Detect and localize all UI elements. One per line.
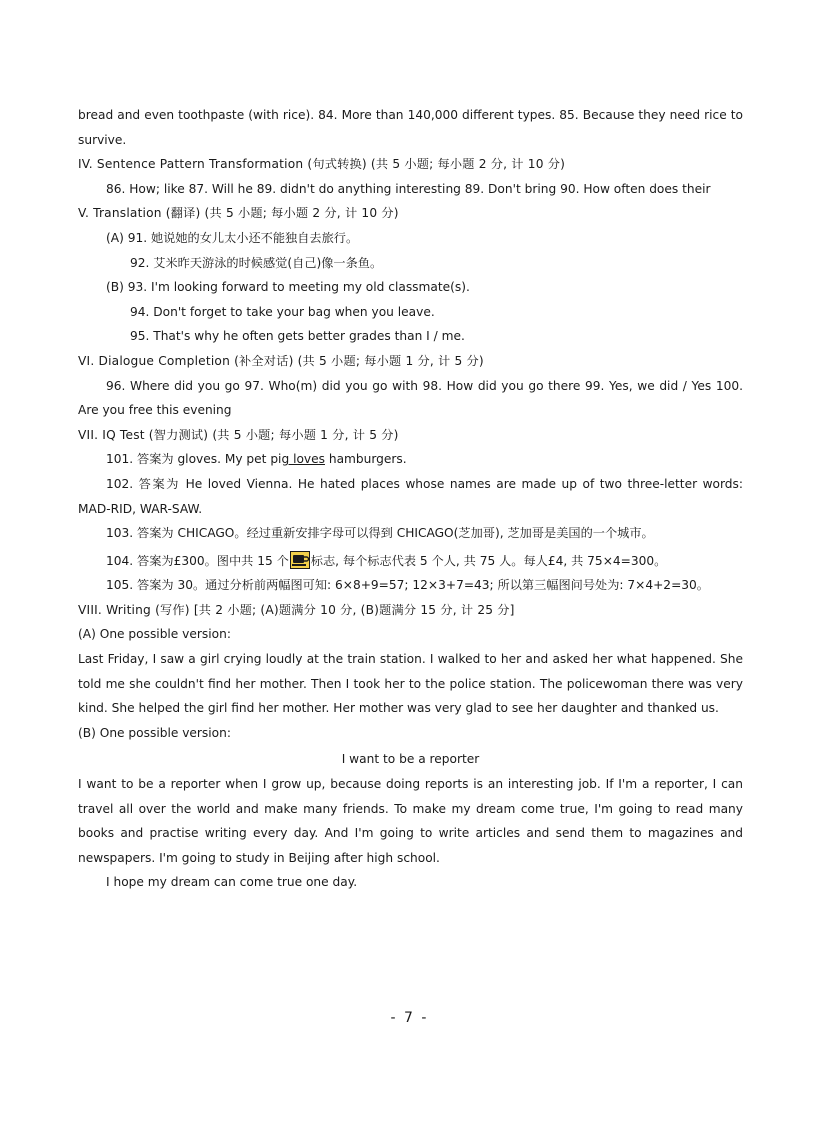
essay-title: I want to be a reporter [341,752,480,767]
section-iv-heading: IV. Sentence Pattern Transformation (句式转换) (共 5 小题; 每小题 2 分, 计 10 分) [78,157,566,172]
page-number: - 7 - [390,1010,429,1026]
answer-101-part2: hamburgers. [324,452,407,467]
answer-95: 95. That's why he often gets better grades than I / me. [130,329,465,344]
answer-93: (B) 93. I'm looking forward to meeting my old classmate(s). [106,280,470,295]
section-vii-heading: VII. IQ Test (智力测试) (共 5 小题; 每小题 1 分, 计 5 分) [78,427,399,442]
coffee-cup-icon [290,551,310,569]
section-iv-answers: 86. How; like 87. Will he 89. didn't do anything interesting 89. Don't bring 90. How often does their [106,181,711,196]
answer-105: 105. 答案为 30。通过分析前两幅图可知: 6×8+9=57; 12×3+7=43; 所以第三幅图问号处为: 7×4+2=30。 [106,578,709,593]
section-viii-heading: VIII. Writing (写作) [共 2 小题; (A)题满分 10 分, (B)题满分 15 分, 计 25 分] [78,602,515,617]
section-v-heading: V. Translation (翻译) (共 5 小题; 每小题 2 分, 计 10 分) [78,206,399,221]
writing-b-closing: I hope my dream can come true one day. [106,875,358,890]
writing-a-text: Last Friday, I saw a girl crying loudly at the train station. I walked to her and asked her what happened. She told me she couldn't find her mother. Then I took her to the police station. The policewoman there was very kind. She helped the girl find her mother. Her mother was very glad to see her daughter and thanked us. [78,652,743,716]
answer-continuation: bread and even toothpaste (with rice). 84. More than 140,000 different types. 85. Because they need rice to survive. [78,108,743,147]
answer-104-part1: 104. 答案为£300。图中共 15 个 [106,553,289,568]
answer-101-part1: 101. 答案为 gloves. My pet pi [106,452,282,467]
answer-101-underlined: g loves [281,452,325,467]
answer-94: 94. Don't forget to take your bag when you leave. [130,304,435,319]
answer-104 [78,546,743,574]
answer-92: 92. 艾米昨天游泳的时候感觉(自己)像一条鱼。 [130,255,383,270]
writing-b-label: (B) One possible version: [78,725,231,740]
writing-a-label: (A) One possible version: [78,627,231,642]
answer-103: 103. 答案为 CHICAGO。经过重新安排字母可以得到 CHICAGO(芝加哥), 芝加哥是美国的一个城市。 [106,526,654,541]
section-vi-answers: 96. Where did you go 97. Who(m) did you go with 98. How did you go there 99. Yes, we did / Yes 100. Are you free this evening [78,378,743,418]
answer-91: (A) 91. 她说她的女儿太小还不能独自去旅行。 [106,230,359,245]
answer-101 [78,447,743,472]
answer-key-page [78,103,743,895]
section-vi-heading: VI. Dialogue Completion (补全对话) (共 5 小题; 每小题 1 分, 计 5 分) [78,353,484,368]
writing-b-text: I want to be a reporter when I grow up, because doing reports is an interesting job. If I'm a reporter, I can travel all over the world and make many friends. To make my dream come true, I'm going to read many books and practise writing every day. And I'm going to write articles and send them to magazines and newspapers. I'm going to study in Beijing after high school. [78,777,743,865]
answer-104-part2: 标志, 每个标志代表 5 个人, 共 75 人。每人£4, 共 75×4=300。 [310,553,667,568]
answer-102: 102. 答案为 He loved Vienna. He hated places whose names are made up of two three-letter words: MAD-RID, WAR-SAW. [78,476,743,516]
